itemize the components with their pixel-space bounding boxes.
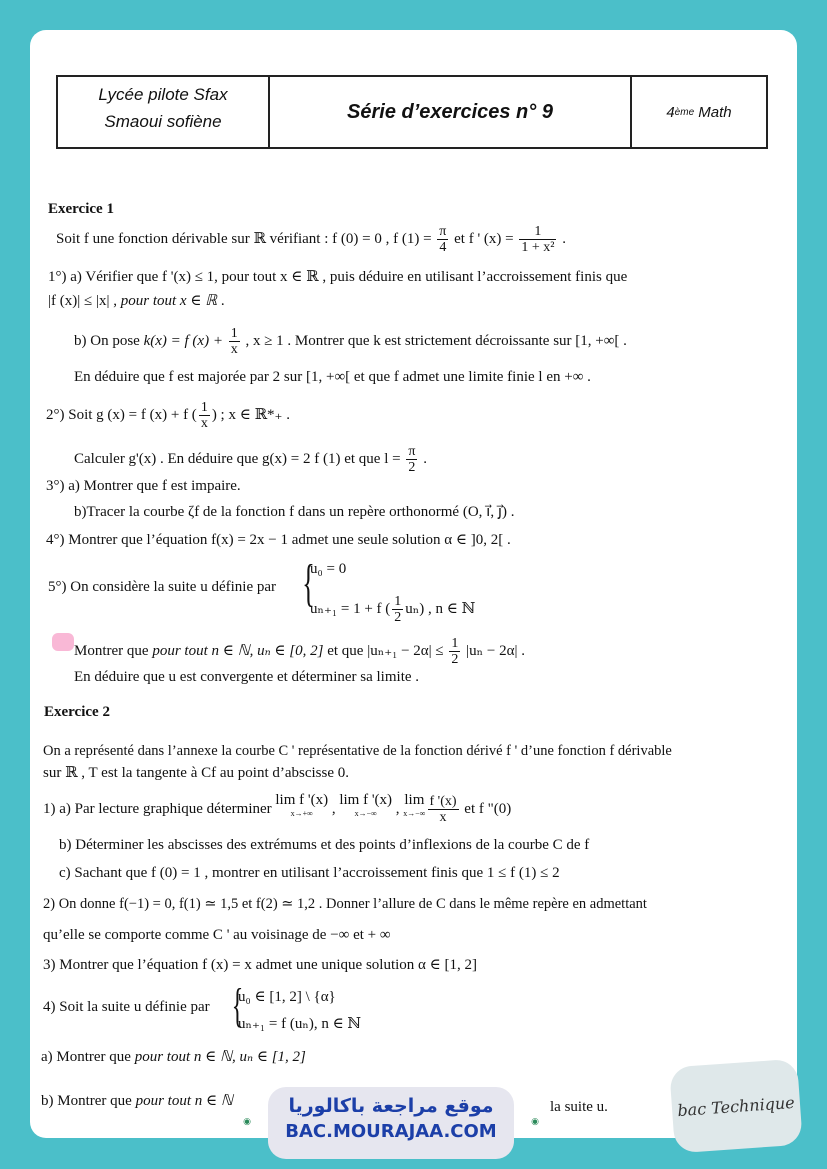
ex2-q1a-end: et f "(0) [460,800,512,817]
ex1-q3a: 3°) a) Montrer que f est impaire. [46,478,241,494]
ex1-q2-rest: ) ; x ∈ ℝ*₊ . [211,406,290,423]
ex1-intro-text-2: et f ' (x) = [450,230,518,247]
frac-den: x [230,342,238,357]
ex1-intro-end: . [558,230,566,247]
ex2-q4b-end: la suite u. [550,1099,608,1115]
ex2-q4a-forall: pour tout n ∈ ℕ, uₙ ∈ [1, 2] [134,1049,306,1065]
exercise-sheet [30,30,797,1138]
fraction-fprime-x [428,794,459,825]
ex2-q2: 2) On donne f(−1) = 0, f(1) ≃ 1,5 et f(2) ≃ 1,2 . Donner l’allure de C dans le même repère en admettant [43,896,647,912]
ex2-q4a [41,1048,306,1066]
banner-url[interactable]: BAC.MOURAJAA.COM [285,1121,497,1142]
exercise-2-title: Exercice 2 [44,704,110,720]
site-banner[interactable] [268,1087,514,1159]
ex2-q1a: 1) a) Par lecture graphique déterminer lim f '(x) x→+∞ , lim f '(x) x→−∞ , lim x→−∞ $\frac{f '(x)}{x}$ et f "(0) [43,792,512,825]
exercise-1-title: Exercice 1 [48,201,114,217]
site-logo-icon: ◉ [520,1106,550,1136]
fraction-pi-4 [437,224,448,255]
frac-den: 4 [439,240,447,255]
frac-num: π [408,444,416,459]
frac-num: 1 [394,594,402,609]
ex1-intro-text: Soit f une fonction dérivable sur ℝ vérifiant : f (0) = 0 , f (1) = [56,230,436,247]
frac-den: 2 [408,460,416,475]
limit-sub: x→−∞ [403,809,426,818]
bac-technique-stamp: bac Technique [669,1059,803,1154]
ex2-q1a-text: 1) a) Par lecture graphique déterminer [43,800,276,817]
frac-den: 2 [394,610,402,625]
banner-arabic: موقع مراجعة باكالوريا [288,1095,494,1117]
ex1-q1b-rest: , x ≥ 1 . Montrer que k est strictement décroissante sur [1, +∞[ . [241,332,627,349]
ex2-q4-recurrence: uₙ₊₁ = f (uₙ), n ∈ ℕ [238,1016,362,1032]
level-number: 4 [666,103,675,121]
fraction-1-x [229,326,240,357]
ex1-q5-recurrence [310,594,475,625]
ex2-q4b-text: b) Montrer que [41,1093,136,1109]
ex2-q4-u0: u₀ ∈ [1, 2] \ {α} [238,989,336,1005]
system-brace: { [302,555,315,612]
limit-minus-inf [339,794,392,820]
ex1-q1a: 1°) a) Vérifier que f '(x) ≤ 1, pour tout x ∈ ℝ , puis déduire en utilisant l’accroissement finis que [48,269,628,285]
system-brace: { [231,979,244,1032]
ex1-q1b-k: k(x) = f (x) + [143,332,227,349]
ex1-q1b-line2: En déduire que f est majorée par 2 sur [1, +∞[ et que f admet une limite finie l en +∞ . [74,369,591,385]
ex2-q4a-text: a) Montrer que [41,1049,135,1065]
ex1-q1b-text: b) On pose [74,332,144,349]
frac-den: 2 [451,652,459,667]
ex2-q1b: b) Déterminer les abscisses des extrémums et des points d’inflexions de la courbe C de f [59,837,590,853]
ex1-q2b [74,444,427,475]
ex2-q4: 4) Soit la suite u définie par [43,999,210,1015]
recurrence-text: uₙ₊₁ = 1 + f ( [310,600,391,617]
ex1-q2 [46,400,290,431]
fraction-derivative [519,224,556,255]
ex1-q5b-end: |uₙ − 2α| . [462,642,525,659]
limit-expr: lim f '(x) [275,792,329,808]
header-school-cell [58,77,270,147]
fraction-pi-2 [406,444,417,475]
limit-ratio [403,794,425,820]
level-sup: ème [674,106,695,118]
limit-sub: x→+∞ [290,809,313,818]
frac-den: x [439,810,447,825]
ex1-q5c: En déduire que u est convergente et déterminer sa limite . [74,669,420,685]
teacher-name: Smaoui sofiène [104,112,222,131]
frac-den: 1 + x² [521,240,555,255]
limit-expr: lim f '(x) [339,792,393,808]
frac-num: 1 [451,636,459,651]
class-level [632,77,766,147]
ex1-q5b-ineq: et que |uₙ₊₁ − 2α| ≤ [323,642,448,659]
ex1-q2-text: 2°) Soit g (x) = f (x) + f ( [46,406,197,423]
header-table [56,75,768,149]
fraction-1-2 [392,594,403,625]
frac-num: f '(x) [429,794,457,809]
sheet-title: Série d’exercices n° 9 [270,77,632,147]
ex2-intro-1: On a représenté dans l’annexe la courbe C ' représentative de la fonction dérivé f ' d’une fonction f dérivable [43,743,672,759]
ex1-q1b [74,326,627,357]
ex1-q2b-text: Calculer g'(x) . En déduire que g(x) = 2 f (1) et que l = [74,450,405,467]
limit-expr: lim [404,792,425,808]
frac-den: x [200,416,208,431]
ex1-q1a-ineq: |f (x)| ≤ |x| , [48,293,117,309]
school-name: Lycée pilote Sfax [98,85,228,104]
site-logo-icon: ◉ [232,1106,262,1136]
ex2-q3: 3) Montrer que l’équation f (x) = x admet une unique solution α ∈ [1, 2] [43,957,477,973]
frac-num: 1 [200,400,208,415]
ex1-q5: 5°) On considère la suite u définie par [48,579,277,595]
limit-sub: x→−∞ [354,809,377,818]
recurrence-rest: uₙ) , n ∈ ℕ [405,600,476,617]
ex1-q3b: b)Tracer la courbe ζf de la fonction f dans un repère orthonormé (O, i⃗, j⃗) . [74,504,515,520]
limit-plus-inf [275,794,328,820]
ex1-intro [56,224,566,255]
ex1-q5b-forall: pour tout n ∈ ℕ, uₙ ∈ [0, 2] [152,642,324,659]
ex2-intro-2: sur ℝ , T est la tangente à Cf au point d’abscisse 0. [43,765,350,781]
ex1-q5b [74,636,525,667]
ex1-q1a-end: . [217,293,225,309]
ex1-q2b-end: . [419,450,427,467]
ex1-q1a-line2 [48,292,225,310]
ex2-q2-line2: qu’elle se comporte comme C ' au voisinage de −∞ et + ∞ [43,927,391,943]
frac-num: 1 [230,326,238,341]
highlight-mark [52,633,74,651]
fraction-1-2 [449,636,460,667]
frac-num: 1 [519,224,556,240]
ex2-q4b [41,1092,233,1110]
ex2-q4b-forall: pour tout n ∈ ℕ [135,1093,233,1109]
ex1-q5-u0: u₀ = 0 [310,561,347,577]
ex1-q1a-forall: pour tout x ∈ ℝ [120,293,218,309]
frac-num: π [439,224,447,239]
level-subject: Math [698,103,732,121]
ex1-q4: 4°) Montrer que l’équation f(x) = 2x − 1 admet une seule solution α ∈ ]0, 2[ . [46,532,511,548]
ex2-q1c: c) Sachant que f (0) = 1 , montrer en utilisant l’accroissement finis que 1 ≤ f (1) ≤ 2 [59,865,560,881]
ex1-q5b-text: Montrer que [74,642,153,659]
fraction-1-x [199,400,210,431]
